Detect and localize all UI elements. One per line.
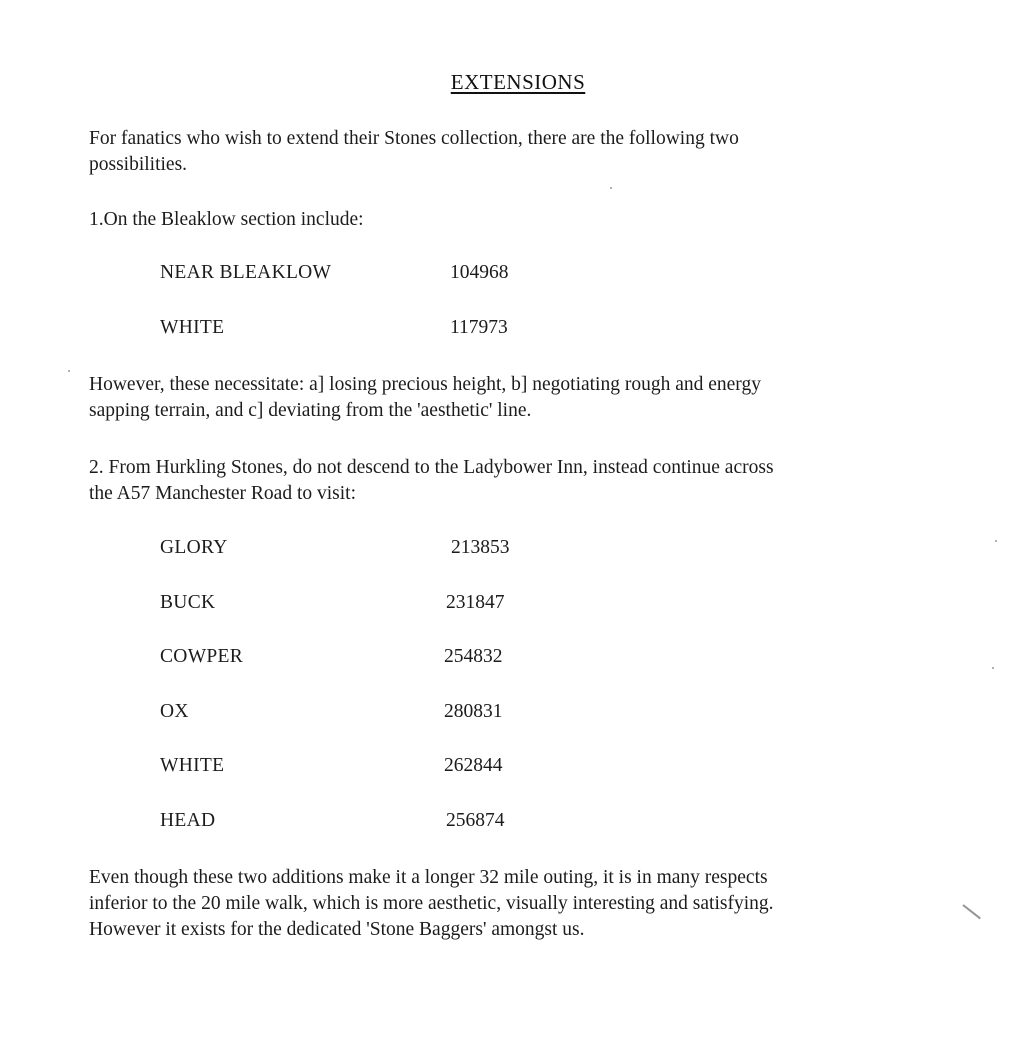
conclusion-line: Even though these two additions make it a longer 32 mile outing, it is in many respects xyxy=(89,867,768,888)
conclusion-line: However it exists for the dedicated 'Stone Baggers' amongst us. xyxy=(89,919,585,940)
stone-name: OX xyxy=(160,701,189,722)
scan-speck xyxy=(610,187,612,189)
section2-heading xyxy=(89,455,774,507)
stone-grid-ref: 231847 xyxy=(446,592,505,613)
stone-name: BUCK xyxy=(160,592,216,613)
section2-heading-line: 2. From Hurkling Stones, do not descend to the Ladybower Inn, instead continue across xyxy=(89,457,774,478)
scan-mark xyxy=(962,904,981,919)
scan-speck xyxy=(992,667,994,669)
stone-name: WHITE xyxy=(160,755,225,776)
stone-grid-ref: 254832 xyxy=(444,646,503,667)
caveat-paragraph xyxy=(89,372,761,424)
conclusion-line: inferior to the 20 mile walk, which is more aesthetic, visually interesting and satisfying. xyxy=(89,893,774,914)
intro-paragraph xyxy=(89,126,739,178)
section2-heading-line: the A57 Manchester Road to visit: xyxy=(89,483,357,504)
stone-grid-ref: 262844 xyxy=(444,755,503,776)
stone-name: NEAR BLEAKLOW xyxy=(160,262,332,283)
scan-speck xyxy=(68,370,70,372)
stone-name: COWPER xyxy=(160,646,244,667)
intro-line: possibilities. xyxy=(89,154,188,175)
stone-name: HEAD xyxy=(160,810,216,831)
intro-line: For fanatics who wish to extend their Stones collection, there are the following two xyxy=(89,128,739,149)
stone-grid-ref: 117973 xyxy=(450,317,508,338)
stone-name: GLORY xyxy=(160,537,228,558)
stone-grid-ref: 280831 xyxy=(444,701,503,722)
stone-grid-ref: 256874 xyxy=(446,810,505,831)
section1-heading: 1.On the Bleaklow section include: xyxy=(89,209,364,230)
caveat-line: sapping terrain, and c] deviating from the 'aesthetic' line. xyxy=(89,400,532,421)
stone-grid-ref: 104968 xyxy=(450,262,509,283)
stone-name: WHITE xyxy=(160,317,225,338)
scan-speck xyxy=(995,540,997,542)
caveat-line: However, these necessitate: a] losing precious height, b] negotiating rough and energy xyxy=(89,374,761,395)
stone-grid-ref: 213853 xyxy=(451,537,510,558)
document-title: EXTENSIONS xyxy=(450,70,586,94)
conclusion-paragraph xyxy=(89,865,774,943)
